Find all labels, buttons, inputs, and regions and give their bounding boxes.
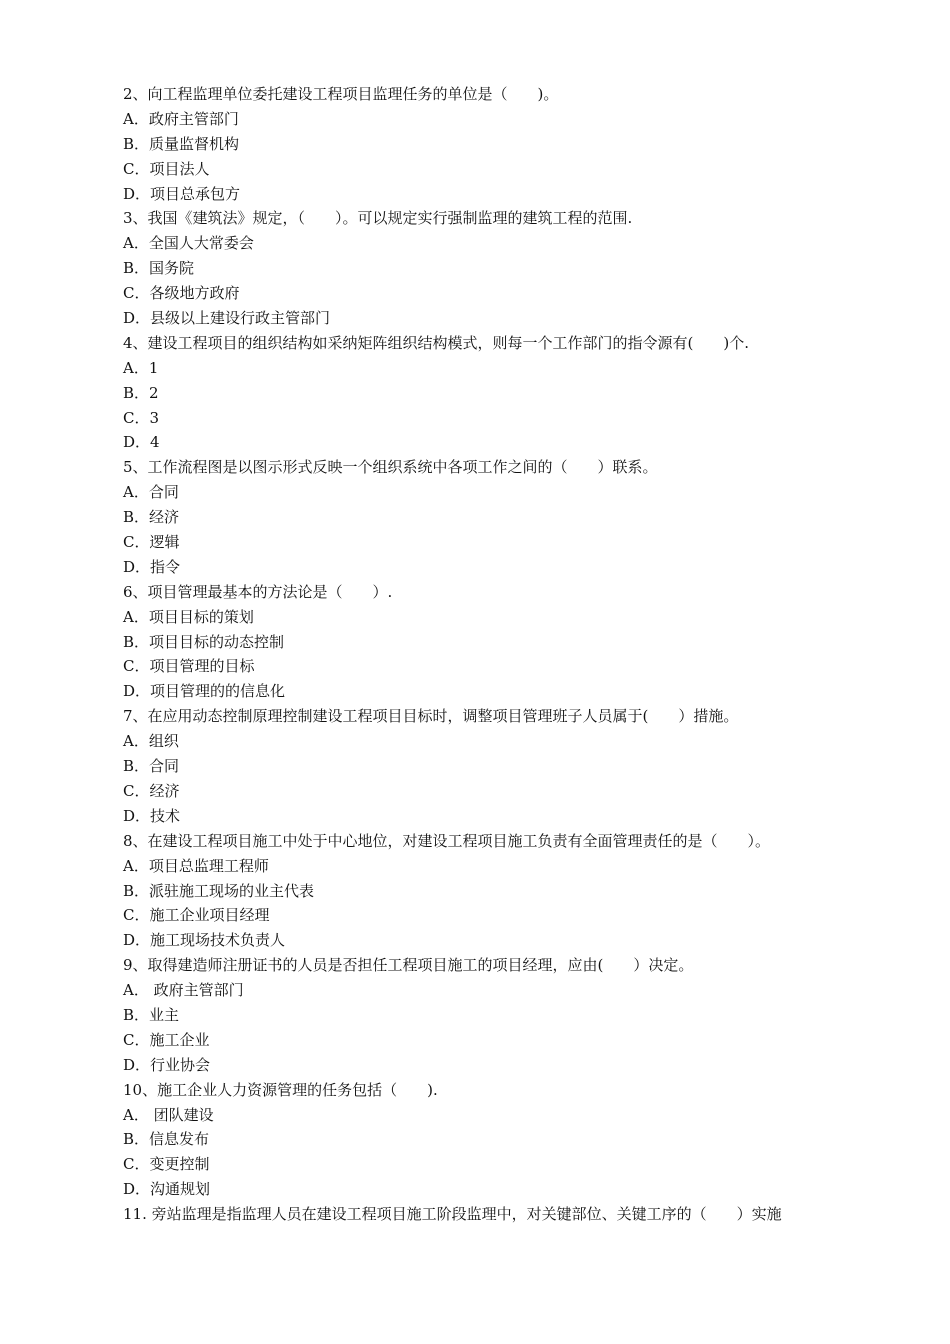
option-a: A．合同 (123, 483, 179, 502)
question-stem: 8、在建设工程项目施工中处于中心地位，对建设工程项目施工负责有全面管理责任的是（ ）。 (123, 831, 771, 850)
option-d: D．县级以上建设行政主管部门 (123, 309, 331, 328)
option-c: C．各级地方政府 (123, 284, 240, 303)
option-a: A．项目总监理工程师 (123, 856, 269, 875)
option-c: C．经济 (123, 781, 180, 800)
option-b: B．信息发布 (123, 1130, 210, 1149)
question-stem: 5、工作流程图是以图示形式反映一个组织系统中各项工作之间的（ ）联系。 (123, 458, 658, 477)
option-b: B．合同 (123, 757, 180, 776)
option-c: C．逻辑 (123, 533, 180, 552)
option-c: C．项目管理的目标 (123, 657, 255, 676)
option-a: A．1 (123, 358, 159, 377)
question-stem: 3、我国《建筑法》规定，（ ）。可以规定实行强制监理的建筑工程的范围. (123, 209, 633, 228)
option-a: A．组织 (123, 732, 179, 751)
option-d: D．项目管理的的信息化 (123, 682, 286, 701)
question-stem: 2、向工程监理单位委托建设工程项目监理任务的单位是（ )。 (123, 85, 559, 103)
option-a: A．全国人大常委会 (123, 234, 254, 253)
option-c: C．3 (123, 408, 160, 427)
question-stem: 10、施工企业人力资源管理的任务包括（ ). (123, 1080, 438, 1099)
option-b: B．业主 (123, 1005, 180, 1024)
option-a: A． 团队建设 (123, 1105, 214, 1124)
option-b: B．派驻施工现场的业主代表 (123, 881, 315, 900)
option-d: D．施工现场技术负责人 (123, 931, 286, 950)
question-stem: 11. 旁站监理是指监理人员在建设工程项目施工阶段监理中，对关键部位、关键工序的（ ）实施 (123, 1205, 782, 1224)
option-c: C．施工企业项目经理 (123, 906, 270, 925)
option-c: C．项目法人 (123, 159, 210, 178)
option-b: B．2 (123, 383, 159, 402)
option-c: C．变更控制 (123, 1155, 210, 1174)
option-d: D．行业协会 (123, 1055, 211, 1074)
question-stem: 6、项目管理最基本的方法论是（ ）. (123, 582, 393, 601)
question-stem: 9、取得建造师注册证书的人员是否担任工程项目施工的项目经理，应由( ）决定。 (123, 956, 694, 975)
document-page (123, 82, 883, 1227)
option-a: A． 政府主管部门 (123, 981, 244, 1000)
question-stem: 7、在应用动态控制原理控制建设工程项目目标时，调整项目管理班子人员属于( ）措施。 (123, 707, 739, 726)
option-a: A．项目目标的策划 (123, 607, 254, 626)
option-a: A．政府主管部门 (123, 109, 239, 128)
option-b: B．国务院 (123, 259, 195, 278)
option-b: B．项目目标的动态控制 (123, 632, 285, 651)
question-stem: 4、建设工程项目的组织结构如采纳矩阵组织结构模式，则每一个工作部门的指令源有( )个. (123, 333, 750, 352)
option-b: B．经济 (123, 508, 180, 527)
option-b: B．质量监督机构 (123, 134, 240, 153)
option-d: D．4 (123, 433, 160, 452)
option-d: D．技术 (123, 806, 181, 825)
option-d: D．项目总承包方 (123, 184, 241, 203)
option-d: D．指令 (123, 557, 181, 576)
option-d: D．沟通规划 (123, 1180, 211, 1199)
option-c: C．施工企业 (123, 1030, 210, 1049)
